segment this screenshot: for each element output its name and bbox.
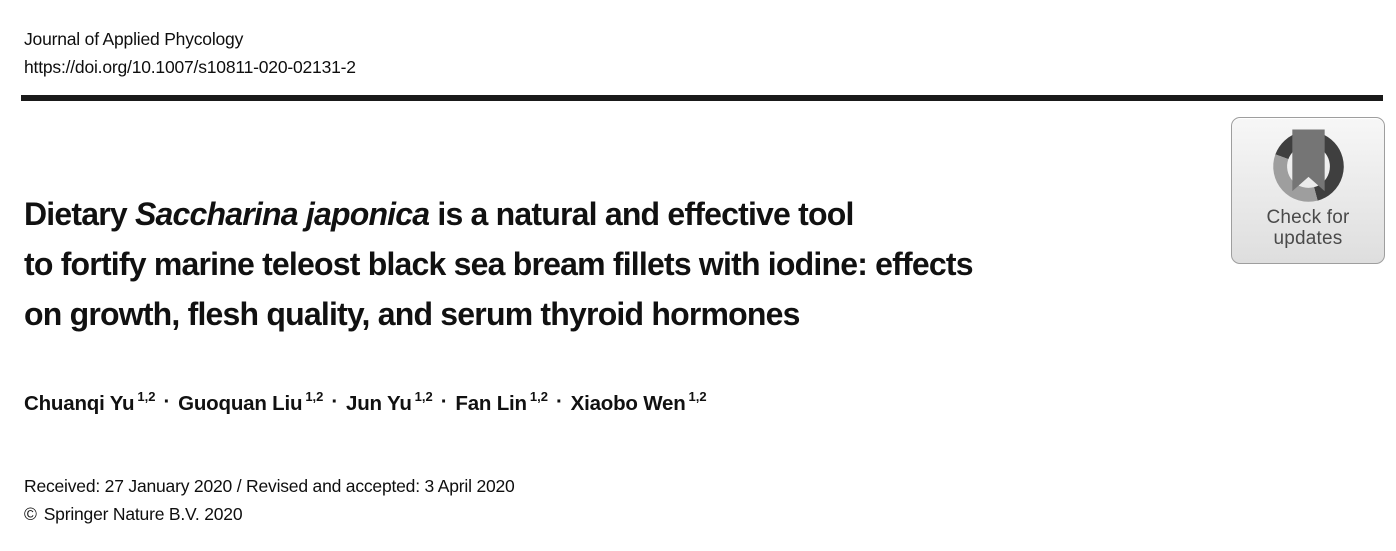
author-name-text: Jun Yu	[346, 391, 412, 415]
author-name	[570, 389, 707, 415]
author-name-text: Guoquan Liu	[178, 391, 303, 415]
article-title	[24, 189, 973, 339]
article-meta	[24, 473, 515, 528]
badge-label	[1266, 207, 1349, 249]
copyright-line	[24, 501, 515, 529]
badge-label-line1: Check for	[1266, 207, 1350, 228]
check-for-updates-badge[interactable]	[1231, 117, 1385, 264]
author-affiliation-marker: 1,2	[305, 389, 324, 404]
author-name-text: Fan Lin	[455, 391, 527, 415]
title-line-2: to fortify marine teleost black sea bream fillets with iodine: effects	[24, 246, 973, 282]
copyright-symbol: ©	[24, 503, 37, 524]
title-line-1-post: is a natural and effective tool	[429, 196, 854, 232]
journal-name: Journal of Applied Phycology	[24, 29, 244, 49]
author-list	[24, 390, 707, 416]
author-affiliation-marker: 1,2	[529, 389, 548, 404]
title-line-1-pre: Dietary	[24, 196, 135, 232]
author-name	[24, 389, 156, 415]
author-separator: ·	[163, 389, 171, 413]
author-separator: ·	[331, 389, 339, 413]
author-name	[346, 389, 433, 415]
author-name-text: Chuanqi Yu	[24, 391, 135, 415]
author-name	[178, 389, 324, 415]
author-name	[455, 389, 548, 415]
author-affiliation-marker: 1,2	[137, 389, 156, 404]
journal-header	[24, 25, 356, 81]
author-separator: ·	[440, 389, 448, 413]
crossmark-icon	[1270, 128, 1347, 205]
header-rule	[21, 95, 1383, 101]
author-affiliation-marker: 1,2	[688, 389, 707, 404]
received-accepted-line: Received: 27 January 2020 / Revised and accepted: 3 April 2020	[24, 476, 515, 496]
species-name: Saccharina japonica	[135, 196, 430, 232]
badge-label-line2: updates	[1273, 228, 1343, 249]
title-line-3: on growth, flesh quality, and serum thyroid hormones	[24, 296, 800, 332]
author-affiliation-marker: 1,2	[414, 389, 433, 404]
title-line-1	[24, 189, 973, 239]
doi-link[interactable]: https://doi.org/10.1007/s10811-020-02131-2	[24, 57, 356, 77]
copyright-text: Springer Nature B.V. 2020	[43, 503, 243, 524]
author-separator: ·	[555, 389, 563, 413]
author-name-text: Xiaobo Wen	[570, 391, 686, 415]
